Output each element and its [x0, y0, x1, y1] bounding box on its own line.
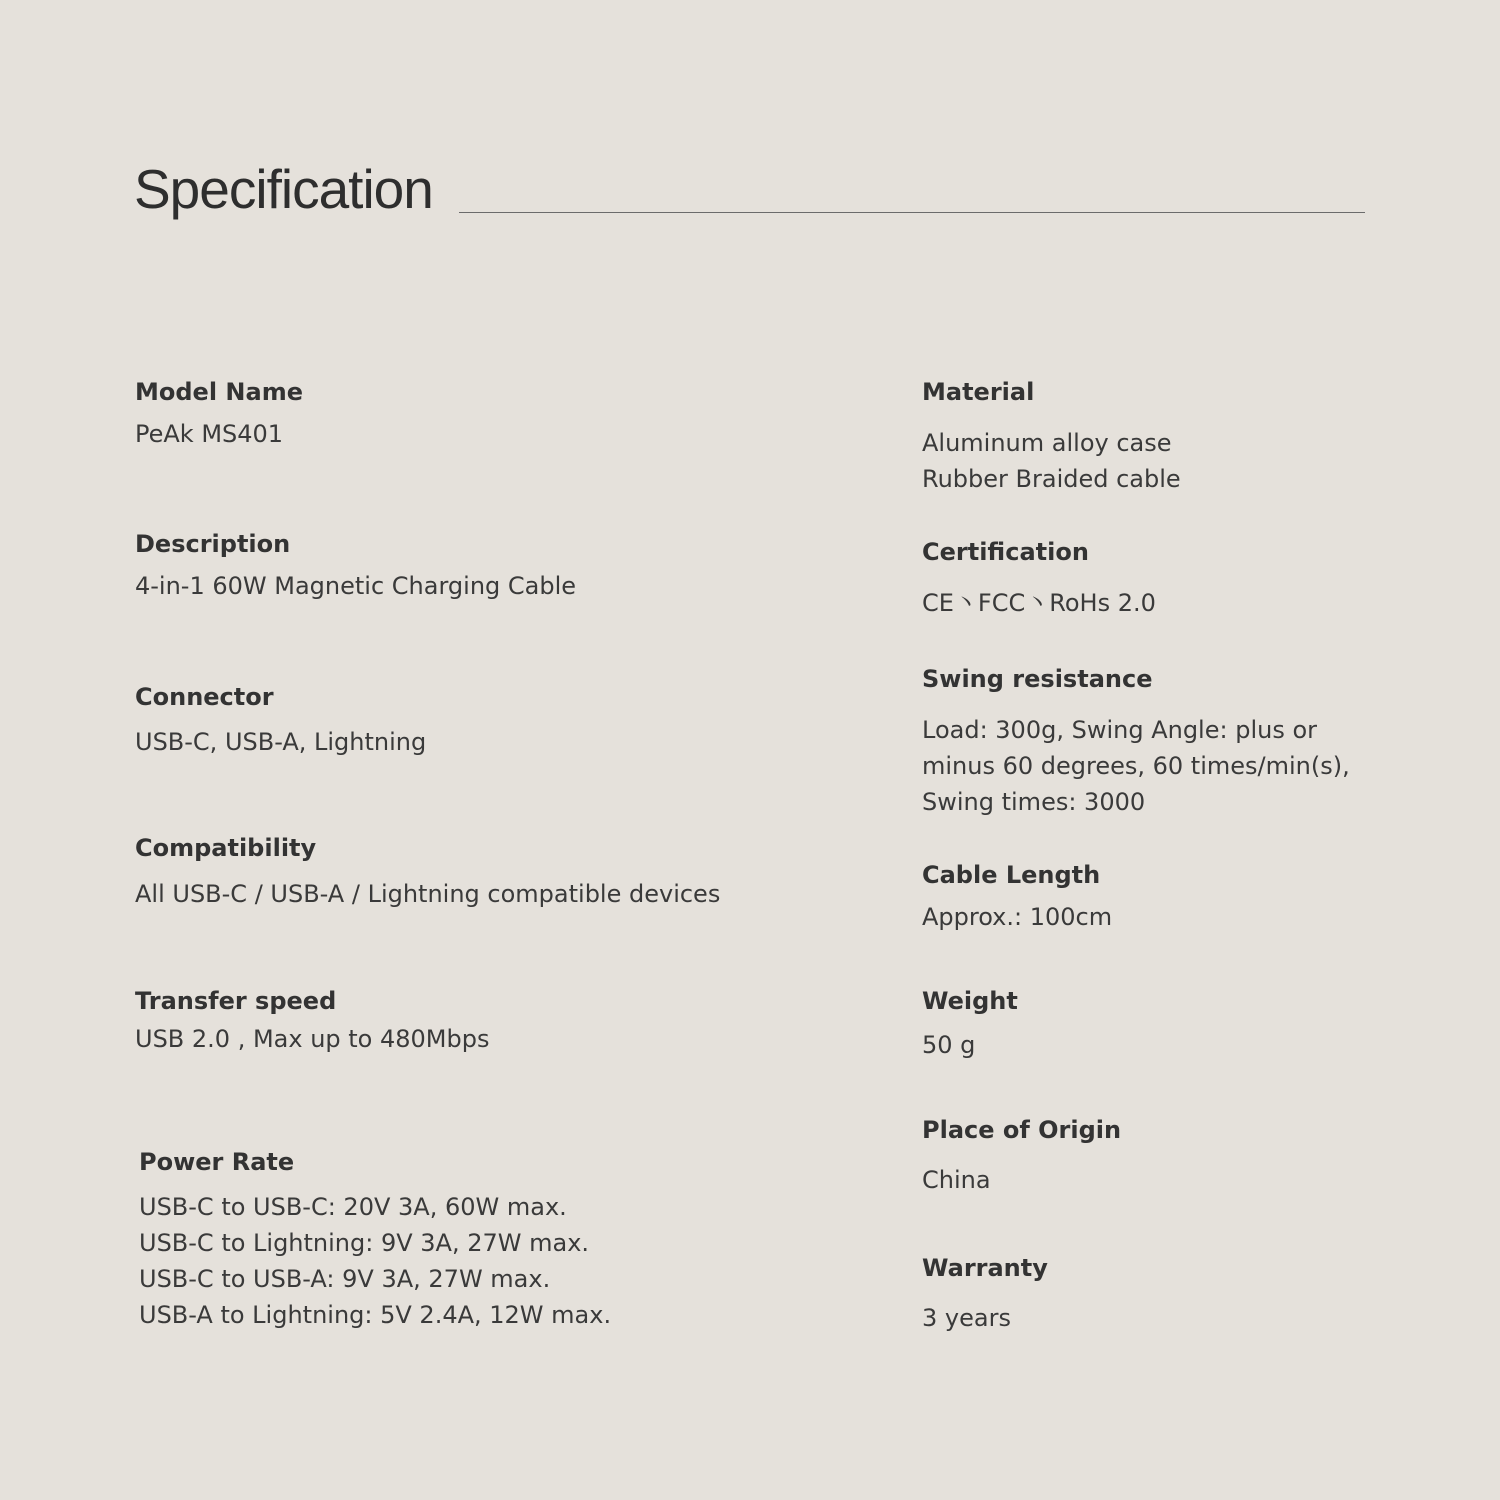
spec-value — [922, 1027, 1482, 1063]
spec-value-line: USB-C to USB-A: 9V 3A, 27W max. — [139, 1265, 551, 1293]
spec-value-line: Rubber Braided cable — [922, 465, 1181, 493]
spec-value — [135, 1021, 695, 1057]
spec-power-rate — [139, 1150, 699, 1333]
spec-value-line: Approx.: 100cm — [922, 903, 1113, 931]
spec-value-line: USB-C, USB-A, Lightning — [135, 728, 427, 756]
spec-label: Cable Length — [922, 861, 1101, 889]
spec-value-line: 4-in-1 60W Magnetic Charging Cable — [135, 572, 577, 600]
spec-value-line: Aluminum alloy case — [922, 429, 1172, 457]
spec-value — [922, 1162, 1482, 1198]
spec-model-name — [135, 380, 695, 452]
spec-label: Power Rate — [139, 1148, 295, 1176]
spec-value-line: USB-C to Lightning: 9V 3A, 27W max. — [139, 1229, 590, 1257]
spec-value-line: USB-A to Lightning: 5V 2.4A, 12W max. — [139, 1301, 612, 1329]
spec-label: Material — [922, 378, 1035, 406]
spec-value-line: USB 2.0 , Max up to 480Mbps — [135, 1025, 490, 1053]
spec-warranty — [922, 1256, 1482, 1336]
spec-value-line: 50 g — [922, 1031, 976, 1059]
spec-certification — [922, 540, 1482, 621]
spec-label: Place of Origin — [922, 1116, 1122, 1144]
spec-value — [135, 876, 721, 912]
spec-value — [922, 712, 1482, 820]
spec-label: Connector — [135, 683, 274, 711]
title-divider — [459, 212, 1365, 213]
spec-swing-resistance — [922, 667, 1482, 820]
spec-weight — [922, 989, 1482, 1063]
spec-label: Certification — [922, 538, 1089, 566]
spec-connector — [135, 685, 695, 760]
spec-label: Model Name — [135, 378, 303, 406]
spec-value — [922, 585, 1482, 621]
spec-transfer-speed — [135, 989, 695, 1057]
spec-value-line: China — [922, 1166, 991, 1194]
spec-label: Warranty — [922, 1254, 1048, 1282]
spec-label: Compatibility — [135, 834, 317, 862]
spec-value — [922, 425, 1482, 497]
spec-value — [135, 416, 695, 452]
spec-value — [135, 568, 695, 604]
spec-value — [922, 899, 1482, 935]
spec-value — [135, 724, 695, 760]
spec-cable-length — [922, 863, 1482, 935]
spec-label: Weight — [922, 987, 1018, 1015]
spec-value-line: CE丶FCC丶RoHs 2.0 — [922, 589, 1156, 617]
spec-description — [135, 532, 695, 604]
spec-label: Transfer speed — [135, 987, 337, 1015]
spec-label: Description — [135, 530, 291, 558]
spec-compatibility — [135, 834, 721, 912]
spec-value-line: 3 years — [922, 1304, 1011, 1332]
spec-value-line: Load: 300g, Swing Angle: plus or — [922, 716, 1318, 744]
spec-value-line: USB-C to USB-C: 20V 3A, 60W max. — [139, 1193, 567, 1221]
spec-value — [139, 1189, 699, 1333]
page-title: Specification — [134, 158, 433, 220]
spec-value-line: minus 60 degrees, 60 times/min(s), — [922, 752, 1350, 780]
spec-value-line: PeAk MS401 — [135, 420, 284, 448]
spec-place-of-origin — [922, 1118, 1482, 1198]
spec-label: Swing resistance — [922, 665, 1153, 693]
spec-value-line: All USB-C / USB-A / Lightning compatible devices — [135, 880, 721, 908]
spec-material — [922, 380, 1482, 497]
spec-value — [922, 1300, 1482, 1336]
spec-value-line: Swing times: 3000 — [922, 788, 1146, 816]
